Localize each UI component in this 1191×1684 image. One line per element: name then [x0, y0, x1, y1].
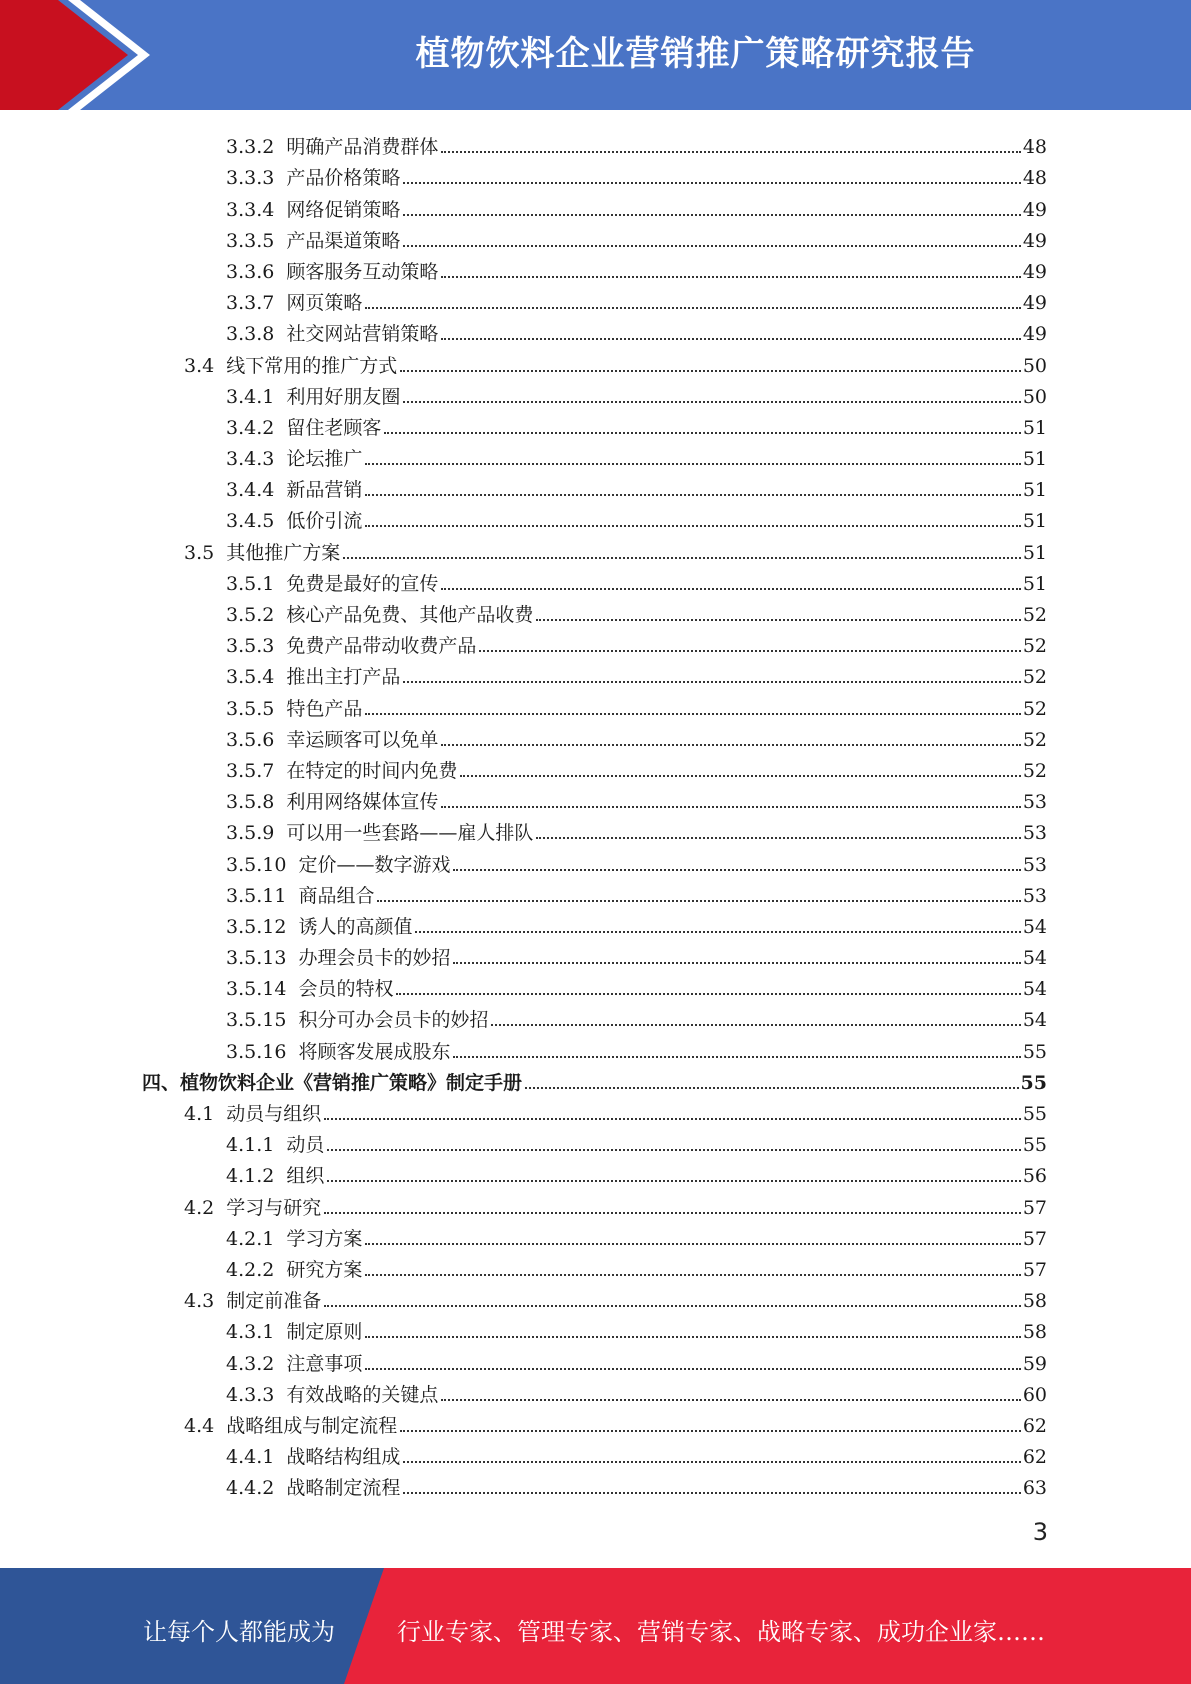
toc-entry-page: 52	[1022, 666, 1047, 689]
toc-entry[interactable]	[0, 751, 1191, 782]
toc-entry-number: 4.4.2	[226, 1477, 275, 1500]
toc-entry-title: 新品营销	[286, 479, 363, 502]
toc-entry-title: 利用好朋友圈	[286, 385, 401, 408]
toc-entry-title: 网络促销策略	[286, 198, 401, 221]
toc-dot-leader	[536, 836, 1020, 839]
toc-entry-title: 定价——数字游戏	[298, 853, 451, 876]
toc-entry-label	[184, 542, 340, 564]
toc-entry-number: 4.3	[184, 1290, 215, 1313]
page-footer	[0, 1568, 1191, 1684]
toc-dot-leader	[324, 1304, 1021, 1307]
toc-entry-page: 53	[1022, 853, 1047, 876]
toc-dot-leader	[365, 712, 1020, 715]
toc-dot-leader	[324, 1117, 1021, 1120]
toc-entry-number: 4.4.1	[226, 1446, 275, 1469]
toc-entry-page: 55	[1020, 1071, 1047, 1094]
toc-entry-page: 54	[1022, 978, 1047, 1001]
toc-entry-number: 3.4.5	[226, 510, 275, 533]
toc-entry-label	[226, 136, 438, 158]
toc-entry-label	[226, 916, 412, 938]
toc-entry-label	[226, 448, 362, 470]
toc-entry-number: 3.3.2	[226, 136, 275, 159]
toc-entry-label	[226, 386, 400, 408]
toc-entry-page: 51	[1022, 572, 1047, 595]
toc-entry[interactable]	[0, 969, 1191, 1000]
toc-entry-page: 49	[1022, 292, 1047, 315]
toc-entry-label	[226, 1321, 362, 1343]
toc-entry-number: 3.4	[184, 354, 215, 377]
toc-entry-page: 52	[1022, 635, 1047, 658]
toc-entry-title: 特色产品	[286, 697, 363, 720]
toc-entry-label	[226, 1009, 488, 1031]
toc-entry-title: 将顾客发展成股东	[298, 1040, 451, 1063]
toc-entry-label	[226, 292, 362, 314]
toc-entry-title: 其他推广方案	[226, 541, 341, 564]
toc-entry[interactable]	[0, 470, 1191, 501]
toc-dot-leader	[403, 680, 1020, 683]
toc-entry-page: 51	[1022, 541, 1047, 564]
toc-entry-title: 在特定的时间内免费	[286, 759, 458, 782]
toc-dot-leader	[491, 1023, 1020, 1026]
toc-entry-title: 组织	[286, 1165, 325, 1188]
toc-entry-title: 研究方案	[286, 1258, 363, 1281]
toc-dot-leader	[384, 431, 1020, 434]
toc-entry-number: 4.3.3	[226, 1383, 275, 1406]
toc-dot-leader	[453, 868, 1020, 871]
toc-entry[interactable]	[0, 252, 1191, 283]
toc-entry[interactable]	[0, 314, 1191, 345]
toc-dot-leader	[403, 213, 1020, 216]
toc-dot-leader	[403, 181, 1020, 184]
toc-entry[interactable]	[0, 377, 1191, 408]
toc-entry-page: 51	[1022, 416, 1047, 439]
page-number: 3	[1032, 1518, 1048, 1546]
toc-entry-label	[184, 1415, 397, 1437]
toc-dot-leader	[324, 1211, 1021, 1214]
toc-entry-number: 3.5.6	[226, 728, 275, 751]
toc-entry-title: 可以用一些套路——雇人排队	[286, 822, 534, 845]
toc-dot-leader	[400, 369, 1021, 372]
toc-dot-leader	[441, 805, 1020, 808]
toc-entry-label	[226, 479, 362, 501]
toc-entry-page: 57	[1022, 1227, 1047, 1250]
toc-entry-page: 48	[1022, 167, 1047, 190]
toc-entry[interactable]	[0, 439, 1191, 470]
toc-entry[interactable]	[0, 782, 1191, 813]
toc-entry[interactable]	[0, 1406, 1191, 1437]
toc-entry[interactable]	[0, 158, 1191, 189]
toc-entry-label	[226, 417, 381, 439]
toc-entry-label	[226, 1384, 438, 1406]
toc-dot-leader	[365, 1242, 1020, 1245]
toc-entry-number: 3.4.4	[226, 479, 275, 502]
toc-dot-leader	[365, 1273, 1020, 1276]
toc-dot-leader	[453, 1055, 1020, 1058]
toc-entry-title: 学习与研究	[226, 1196, 322, 1219]
toc-entry[interactable]	[0, 564, 1191, 595]
toc-entry-page: 54	[1022, 947, 1047, 970]
toc-entry-number: 3.3.7	[226, 292, 275, 315]
toc-dot-leader	[365, 1335, 1020, 1338]
toc-dot-leader	[403, 400, 1020, 403]
toc-dot-leader	[441, 1398, 1020, 1401]
toc-entry-number: 4.1.2	[226, 1165, 275, 1188]
toc-entry-label	[184, 355, 397, 377]
toc-dot-leader	[365, 1367, 1020, 1370]
toc-entry-label	[184, 1290, 321, 1312]
toc-dot-leader	[453, 961, 1020, 964]
toc-entry-label	[226, 323, 438, 345]
toc-entry-title: 动员与组织	[226, 1103, 322, 1125]
toc-entry-number: 3.4.2	[226, 416, 275, 439]
toc-entry-number: 4.2	[184, 1196, 215, 1219]
toc-entry-number: 4.4	[184, 1414, 215, 1437]
toc-entry-label	[226, 1446, 400, 1468]
toc-entry-page: 56	[1022, 1165, 1047, 1188]
toc-entry-title: 有效战略的关键点	[286, 1383, 439, 1406]
toc-dot-leader	[403, 1491, 1020, 1494]
toc-entry[interactable]	[0, 127, 1191, 158]
toc-dot-leader	[365, 524, 1020, 527]
toc-entry-number: 4.2.2	[226, 1258, 275, 1281]
toc-dot-leader	[460, 774, 1020, 777]
toc-entry-label	[226, 822, 533, 844]
toc-entry-title: 核心产品免费、其他产品收费	[286, 604, 534, 626]
toc-dot-leader	[377, 899, 1020, 902]
toc-entry-page: 53	[1022, 791, 1047, 814]
toc-entry-page: 49	[1022, 229, 1047, 252]
toc-entry-number: 3.4.1	[226, 385, 275, 408]
toc-entry[interactable]	[0, 1125, 1191, 1156]
toc-entry-label	[226, 604, 533, 626]
toc-entry[interactable]	[0, 532, 1191, 563]
toc-entry-title: 诱人的高颜值	[298, 915, 413, 938]
toc-entry[interactable]	[0, 938, 1191, 969]
toc-entry-page: 54	[1022, 915, 1047, 938]
toc-entry[interactable]	[0, 1312, 1191, 1343]
toc-entry-title: 注意事项	[286, 1352, 363, 1375]
toc-entry-label	[226, 854, 450, 876]
toc-entry-page: 54	[1022, 1009, 1047, 1032]
toc-entry-page: 48	[1022, 136, 1047, 159]
toc-entry-page: 62	[1022, 1446, 1047, 1469]
toc-entry[interactable]	[0, 1375, 1191, 1406]
toc-entry-label	[226, 230, 400, 252]
toc-entry-title: 幸运顾客可以免单	[286, 728, 439, 751]
toc-entry[interactable]	[0, 1031, 1191, 1062]
toc-entry-label	[226, 1165, 324, 1187]
toc-entry-page: 55	[1022, 1040, 1047, 1063]
toc-entry-number: 3.5.3	[226, 635, 275, 658]
toc-entry[interactable]	[0, 907, 1191, 938]
toc-entry-page: 52	[1022, 697, 1047, 720]
toc-entry-page: 49	[1022, 260, 1047, 283]
toc-entry-page: 49	[1022, 323, 1047, 346]
toc-entry-label	[226, 261, 438, 283]
toc-entry-label	[226, 760, 457, 782]
toc-entry-label	[226, 698, 362, 720]
toc-entry-label	[226, 947, 450, 969]
toc-dot-leader	[396, 992, 1020, 995]
red-arrow-shape	[0, 0, 128, 110]
toc-entry-number: 4.2.1	[226, 1227, 275, 1250]
toc-entry-number: 3.5.12	[226, 915, 287, 938]
toc-entry-title: 战略制定流程	[286, 1477, 401, 1500]
toc-entry-title: 产品价格策略	[286, 167, 401, 190]
toc-entry[interactable]	[0, 595, 1191, 626]
toc-entry-page: 52	[1022, 604, 1047, 626]
toc-entry-page: 51	[1022, 510, 1047, 533]
toc-entry[interactable]	[0, 1281, 1191, 1312]
toc-dot-leader	[403, 1460, 1020, 1463]
toc-entry-page: 52	[1022, 759, 1047, 782]
toc-entry-title: 学习方案	[286, 1227, 363, 1250]
toc-entry[interactable]	[0, 1187, 1191, 1218]
toc-entry-page: 62	[1022, 1414, 1047, 1437]
toc-entry[interactable]	[0, 657, 1191, 688]
toc-entry-title: 推出主打产品	[286, 666, 401, 689]
toc-entry-page: 58	[1022, 1321, 1047, 1344]
toc-entry-number: 3.5.11	[226, 884, 287, 907]
toc-entry-title: 社交网站营销策略	[286, 323, 439, 346]
toc-entry-page: 55	[1022, 1103, 1047, 1125]
toc-entry-number: 4.1.1	[226, 1134, 275, 1157]
toc-entry-page: 49	[1022, 198, 1047, 221]
toc-dot-leader	[327, 1148, 1020, 1151]
toc-entry-label	[184, 1197, 321, 1219]
toc-dot-leader	[365, 493, 1020, 496]
toc-dot-leader	[536, 618, 1020, 621]
toc-entry-title: 四、植物饮料企业《营销推广策略》制定手册	[142, 1071, 523, 1094]
toc-entry-title: 顾客服务互动策略	[286, 260, 439, 283]
toc-dot-leader	[400, 1429, 1021, 1432]
toc-entry-page: 57	[1022, 1196, 1047, 1219]
toc-entry-title: 免费产品带动收费产品	[286, 635, 477, 658]
toc-entry-title: 商品组合	[298, 884, 375, 907]
toc-entry-page: 50	[1022, 385, 1047, 408]
toc-entry-number: 3.5	[184, 541, 215, 564]
toc-entry-number: 3.5.4	[226, 666, 275, 689]
toc-entry-label	[226, 573, 438, 595]
toc-entry-number: 4.1	[184, 1103, 215, 1125]
toc-entry-label	[226, 885, 374, 907]
table-of-contents	[0, 127, 1191, 1499]
toc-entry[interactable]	[0, 1094, 1191, 1125]
toc-entry-title: 论坛推广	[286, 448, 363, 471]
toc-entry-title: 留住老顾客	[286, 416, 382, 439]
toc-entry-label	[226, 199, 400, 221]
toc-entry-title: 网页策略	[286, 292, 363, 315]
toc-entry-number: 3.5.2	[226, 604, 275, 626]
toc-entry-label	[226, 978, 393, 1000]
toc-entry-number: 3.4.3	[226, 448, 275, 471]
toc-entry-label	[226, 167, 400, 189]
toc-entry-title: 办理会员卡的妙招	[298, 947, 451, 970]
toc-dot-leader	[525, 1086, 1019, 1089]
toc-entry-number: 3.5.13	[226, 947, 287, 970]
toc-entry-label	[226, 1228, 362, 1250]
toc-entry-page: 63	[1022, 1477, 1047, 1500]
toc-entry-number: 3.5.7	[226, 759, 275, 782]
toc-entry[interactable]	[0, 876, 1191, 907]
toc-entry[interactable]	[0, 1468, 1191, 1499]
toc-entry-number: 4.3.1	[226, 1321, 275, 1344]
toc-entry-page: 55	[1022, 1134, 1047, 1157]
toc-entry-number: 3.5.5	[226, 697, 275, 720]
toc-entry-title: 战略结构组成	[286, 1446, 401, 1469]
toc-entry[interactable]	[0, 688, 1191, 719]
toc-entry-page: 50	[1022, 354, 1047, 377]
toc-entry-label	[226, 635, 476, 657]
toc-entry-number: 3.5.16	[226, 1040, 287, 1063]
toc-entry-title: 会员的特权	[298, 978, 394, 1001]
toc-dot-leader	[441, 587, 1020, 590]
toc-entry-page: 57	[1022, 1258, 1047, 1281]
toc-entry-number: 3.5.1	[226, 572, 275, 595]
toc-entry-page: 53	[1022, 822, 1047, 845]
toc-entry[interactable]	[0, 1000, 1191, 1031]
report-title: 植物饮料企业营销推广策略研究报告	[415, 34, 976, 74]
toc-entry-title: 制定原则	[286, 1321, 363, 1344]
toc-entry-number: 3.3.6	[226, 260, 275, 283]
toc-entry[interactable]	[0, 1437, 1191, 1468]
toc-entry-title: 免费是最好的宣传	[286, 572, 439, 595]
toc-entry-title: 明确产品消费群体	[286, 136, 439, 159]
toc-dot-leader	[441, 150, 1020, 153]
toc-entry-number: 4.3.2	[226, 1352, 275, 1375]
toc-dot-leader	[343, 556, 1021, 559]
toc-entry[interactable]	[0, 844, 1191, 875]
toc-dot-leader	[365, 462, 1020, 465]
toc-entry-number: 3.3.4	[226, 198, 275, 221]
toc-entry-page: 60	[1022, 1383, 1047, 1406]
toc-entry[interactable]	[0, 1219, 1191, 1250]
toc-entry-title: 动员	[286, 1134, 325, 1157]
toc-entry-page: 53	[1022, 884, 1047, 907]
toc-entry-label	[226, 791, 438, 813]
toc-entry-label	[142, 1072, 522, 1094]
toc-dot-leader	[441, 275, 1020, 278]
toc-entry[interactable]	[0, 189, 1191, 220]
toc-entry-page: 58	[1022, 1290, 1047, 1313]
toc-entry[interactable]	[0, 1063, 1191, 1094]
toc-entry[interactable]	[0, 283, 1191, 314]
toc-entry-title: 产品渠道策略	[286, 229, 401, 252]
toc-entry-number: 3.3.3	[226, 167, 275, 190]
toc-entry-label	[184, 1103, 321, 1125]
toc-dot-leader	[365, 306, 1020, 309]
footer-slogan-left: 让每个人都能成为	[143, 1618, 335, 1646]
toc-entry-number: 3.5.9	[226, 822, 275, 845]
toc-entry-title: 利用网络媒体宣传	[286, 791, 439, 814]
toc-entry[interactable]	[0, 408, 1191, 439]
toc-entry-title: 线下常用的推广方式	[226, 354, 398, 377]
toc-entry-title: 积分可办会员卡的妙招	[298, 1009, 489, 1032]
header-arrow-decoration	[0, 0, 160, 110]
toc-entry[interactable]	[0, 1343, 1191, 1374]
toc-entry-number: 3.5.14	[226, 978, 287, 1001]
toc-entry-number: 3.5.10	[226, 853, 287, 876]
toc-entry[interactable]	[0, 720, 1191, 751]
toc-entry-page: 52	[1022, 728, 1047, 751]
toc-entry[interactable]	[0, 1250, 1191, 1281]
toc-entry-title: 低价引流	[286, 510, 363, 533]
toc-entry-label	[226, 1134, 324, 1156]
toc-dot-leader	[441, 337, 1020, 340]
toc-entry-page: 51	[1022, 448, 1047, 471]
toc-entry-page: 59	[1022, 1352, 1047, 1375]
toc-entry-title: 制定前准备	[226, 1290, 322, 1313]
toc-dot-leader	[403, 244, 1020, 247]
toc-entry[interactable]	[0, 813, 1191, 844]
toc-entry-label	[226, 666, 400, 688]
toc-entry[interactable]	[0, 221, 1191, 252]
toc-entry-number: 3.3.5	[226, 229, 275, 252]
toc-dot-leader	[415, 930, 1020, 933]
toc-entry-label	[226, 1259, 362, 1281]
toc-entry-number: 3.5.8	[226, 791, 275, 814]
toc-entry[interactable]	[0, 626, 1191, 657]
toc-entry[interactable]	[0, 345, 1191, 376]
toc-entry[interactable]	[0, 1156, 1191, 1187]
toc-entry-page: 51	[1022, 479, 1047, 502]
toc-dot-leader	[441, 743, 1020, 746]
toc-entry-label	[226, 1041, 450, 1063]
toc-entry-label	[226, 510, 362, 532]
toc-entry-label	[226, 729, 438, 751]
toc-entry-number: 3.5.15	[226, 1009, 287, 1032]
toc-entry-number: 3.3.8	[226, 323, 275, 346]
toc-entry-title: 战略组成与制定流程	[226, 1414, 398, 1437]
toc-entry-label	[226, 1353, 362, 1375]
toc-dot-leader	[327, 1179, 1020, 1182]
toc-dot-leader	[479, 649, 1020, 652]
toc-entry-label	[226, 1477, 400, 1499]
page-header	[0, 0, 1191, 110]
footer-slogan-right: 行业专家、管理专家、营销专家、战略专家、成功企业家……	[397, 1618, 1045, 1646]
toc-entry[interactable]	[0, 501, 1191, 532]
